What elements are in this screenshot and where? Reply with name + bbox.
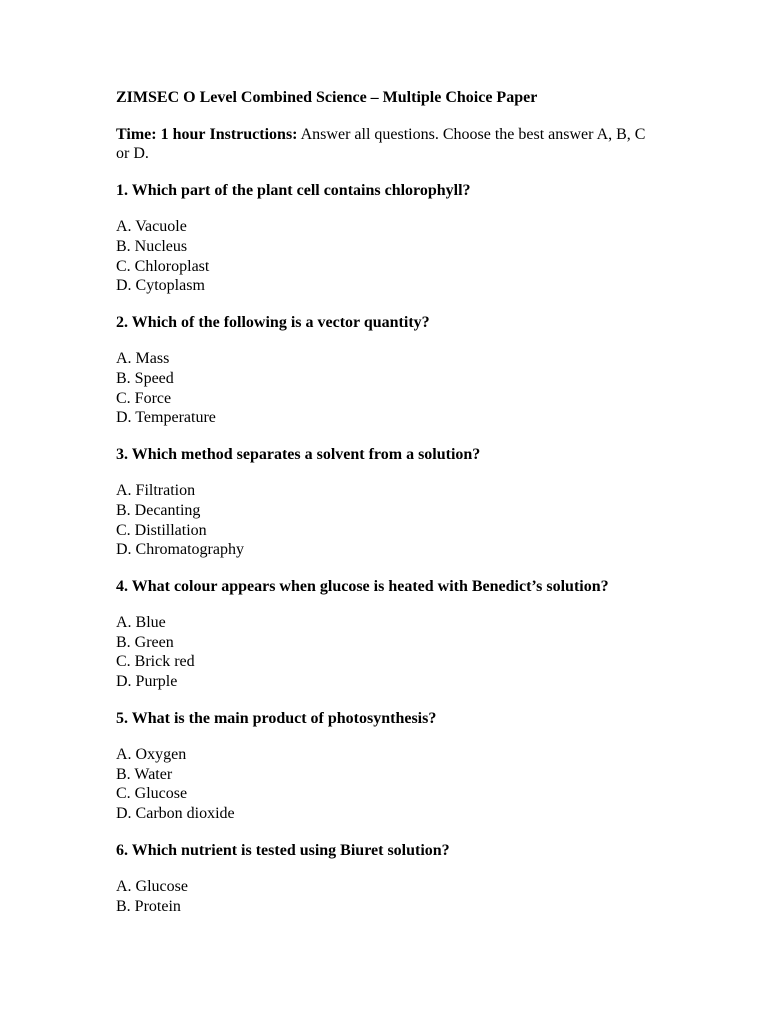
option-c: C. Force [116, 389, 172, 407]
question-text: 1. Which part of the plant cell contains chlorophyll? [116, 181, 471, 199]
option-d: D. Purple [116, 673, 178, 691]
option-c: C. Brick red [116, 653, 195, 671]
question-4 [116, 577, 656, 692]
option-a: A. Oxygen [116, 746, 187, 764]
option-a: A. Mass [116, 350, 170, 368]
option-b: B. Protein [116, 897, 181, 915]
question-5 [116, 709, 656, 824]
document-page [116, 88, 656, 933]
question-text: 5. What is the main product of photosynthesis? [116, 709, 437, 727]
question-text: 6. Which nutrient is tested using Biuret solution? [116, 841, 450, 859]
question-text: 3. Which method separates a solvent from a solution? [116, 445, 481, 463]
option-c: C. Glucose [116, 785, 188, 803]
instructions-block [116, 125, 656, 164]
question-1 [116, 181, 656, 296]
option-b: B. Green [116, 633, 174, 651]
option-b: B. Speed [116, 369, 174, 387]
question-6 [116, 841, 656, 917]
instructions-label: Instructions: [209, 125, 298, 143]
question-list [116, 181, 656, 917]
option-c: C. Chloroplast [116, 257, 210, 275]
option-c: C. Distillation [116, 521, 207, 539]
option-d: D. Temperature [116, 409, 216, 427]
option-b: B. Nucleus [116, 237, 188, 255]
option-a: A. Filtration [116, 482, 196, 500]
option-a: A. Glucose [116, 878, 188, 896]
question-3 [116, 445, 656, 560]
question-text: 2. Which of the following is a vector quantity? [116, 313, 430, 331]
question-2 [116, 313, 656, 428]
option-b: B. Decanting [116, 501, 201, 519]
option-a: A. Vacuole [116, 218, 187, 236]
option-d: D. Carbon dioxide [116, 805, 235, 823]
option-d: D. Cytoplasm [116, 277, 205, 295]
time-label: Time: 1 hour [116, 125, 206, 143]
option-a: A. Blue [116, 614, 166, 632]
question-text: 4. What colour appears when glucose is heated with Benedict’s solution? [116, 577, 609, 595]
option-d: D. Chromatography [116, 541, 244, 559]
instructions-text: Answer all questions. Choose the best answer A, B, C or D. [116, 125, 646, 163]
option-b: B. Water [116, 765, 173, 783]
paper-title: ZIMSEC O Level Combined Science – Multiple Choice Paper [116, 89, 538, 106]
